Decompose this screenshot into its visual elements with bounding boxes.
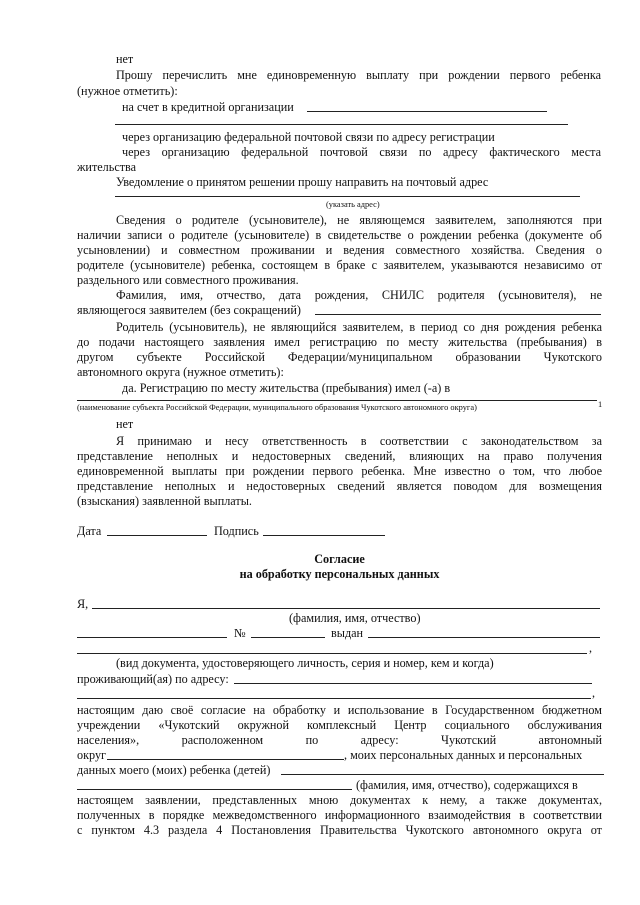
i-label: Я, (77, 597, 89, 611)
info-parent-line3: усыновлении) и совместном проживании и ведения совместного хозяйства. Сведения о (77, 243, 602, 257)
consent-tail-line2: полученных в порядке межведомственного информационного взаимодействия в соответствии (77, 808, 602, 822)
option-post-actual-line2: жительства (77, 160, 137, 174)
address-caption: (указать адрес) (326, 200, 380, 209)
postal-address-field[interactable] (115, 196, 580, 197)
consent-title: Согласие (314, 552, 365, 566)
date-label: Дата (77, 524, 102, 538)
footnote-mark: 1 (598, 400, 603, 409)
bank-account-field[interactable] (307, 111, 547, 112)
parent-registration-line3: другом субъекте Российской Федерации/муниципальном образовании Чукотского (77, 350, 602, 364)
consent-tail-line1: настоящем заявлении, представленных мною документах к нему, а также документах, (77, 793, 602, 807)
option-post-actual-line1: через организацию федеральной почтовой связи по адресу фактического места (122, 145, 601, 159)
okrug-field[interactable] (107, 759, 344, 760)
residence-address-field[interactable] (234, 683, 592, 684)
parent-registration-line1: Родитель (усыновитель), не являющийся заявителем, в период со дня рождения ребенка (116, 320, 602, 334)
fio-caption: (фамилия, имя, отчество) (289, 611, 421, 625)
date-field[interactable] (107, 535, 207, 536)
consent-text-line3: населения», расположенном по адресу: Чукотский автономный (77, 733, 602, 747)
yes-registration-option: да. Регистрацию по месту жительства (пребывания) имел (-а) в (122, 381, 451, 395)
id-document-number-field[interactable] (251, 637, 325, 638)
option-post-registration: через организацию федеральной почтовой связи по адресу регистрации (122, 130, 495, 144)
document-caption: (вид документа, удостоверяющего личность, серия и номер, кем и когда) (116, 656, 494, 670)
info-parent-line2: наличии записи о родителе (усыновителе) в свидетельстве о рождении ребенка (документе об (77, 228, 602, 242)
consent-fio-field[interactable] (92, 608, 600, 609)
residence-address-field-2[interactable] (77, 698, 591, 699)
comma-2: , (592, 686, 596, 700)
consent-tail-line3: с пунктом 4.3 раздела 4 Постановления Правительства Чукотского автономного округа от (77, 823, 602, 837)
responsibility-line3: единовременной выплаты при рождении первого ребенка. Мне известно о том, что любое (77, 464, 602, 478)
children-field-2[interactable] (77, 789, 352, 790)
id-document-type-field[interactable] (77, 637, 227, 638)
info-parent-line4: родителе (усыновителе) ребенка, состоящем в браке с заявителем, указываются независимо от (77, 258, 602, 272)
children-tail: (фамилия, имя, отчество), содержащихся в (356, 778, 578, 792)
consent-text-line2: учреждении «Чукотский окружной комплексный Центр социального обслуживания (77, 718, 602, 732)
notification-request: Уведомление о принятом решении прошу направить на почтовый адрес (116, 175, 489, 189)
signature-field[interactable] (263, 535, 385, 536)
issued-label: выдан (331, 626, 364, 640)
subject-caption: (наименование субъекта Российской Федерации, муниципального образования Чукотского автономного округа) (77, 403, 477, 412)
children-label: данных моего (моих) ребенка (детей) (77, 763, 271, 777)
responsibility-line5: (взыскания) заявленной выплаты. (77, 494, 252, 508)
subject-name-field[interactable] (77, 400, 597, 401)
issued-by-field-2[interactable] (77, 653, 587, 654)
fio-instruction-line2: являющегося заявителем (без сокращений) (77, 303, 301, 317)
parent-fio-field[interactable] (315, 314, 601, 315)
payment-request-line1: Прошу перечислить мне единовременную выплату при рождении первого ребенка (116, 68, 601, 82)
bank-account-field-2[interactable] (115, 124, 568, 125)
issued-by-field[interactable] (368, 637, 600, 638)
children-field[interactable] (281, 774, 604, 775)
signature-label: Подпись (214, 524, 259, 538)
option-bank-account: на счет в кредитной организации (122, 100, 294, 114)
payment-request-line2: (нужное отметить): (77, 84, 178, 98)
no-option-2: нет (116, 417, 134, 431)
residing-label: проживающий(ая) по адресу: (77, 672, 229, 686)
comma-1: , (589, 641, 593, 655)
fio-instruction-line1: Фамилия, имя, отчество, дата рождения, СНИЛС родителя (усыновителя), не (116, 288, 602, 302)
number-label: № (234, 626, 246, 640)
consent-text-line1: настоящим даю своё согласие на обработку и использование в Государственном бюджетном (77, 703, 602, 717)
okrug-tail: , моих персональных данных и персональных (344, 748, 583, 762)
info-parent-line5: раздельного или совместного проживания. (77, 273, 299, 287)
parent-registration-line2: до подачи настоящего заявления имел регистрацию по месту жительства (пребывания) в (77, 335, 602, 349)
consent-subtitle: на обработку персональных данных (239, 567, 440, 581)
parent-registration-line4: автономного округа (нужное отметить): (77, 365, 284, 379)
info-parent-line1: Сведения о родителе (усыновителе), не являющемся заявителем, заполняются при (116, 213, 602, 227)
okrug-label: округ (77, 748, 107, 762)
responsibility-line1: Я принимаю и несу ответственность в соответствии с законодательством за (116, 434, 602, 448)
responsibility-line4: представление неполных и недостоверных сведений является поводом для возмещения (77, 479, 602, 493)
no-option-1: нет (116, 52, 134, 66)
responsibility-line2: представление неполных и недостоверных сведений, влияющих на право получения (77, 449, 602, 463)
